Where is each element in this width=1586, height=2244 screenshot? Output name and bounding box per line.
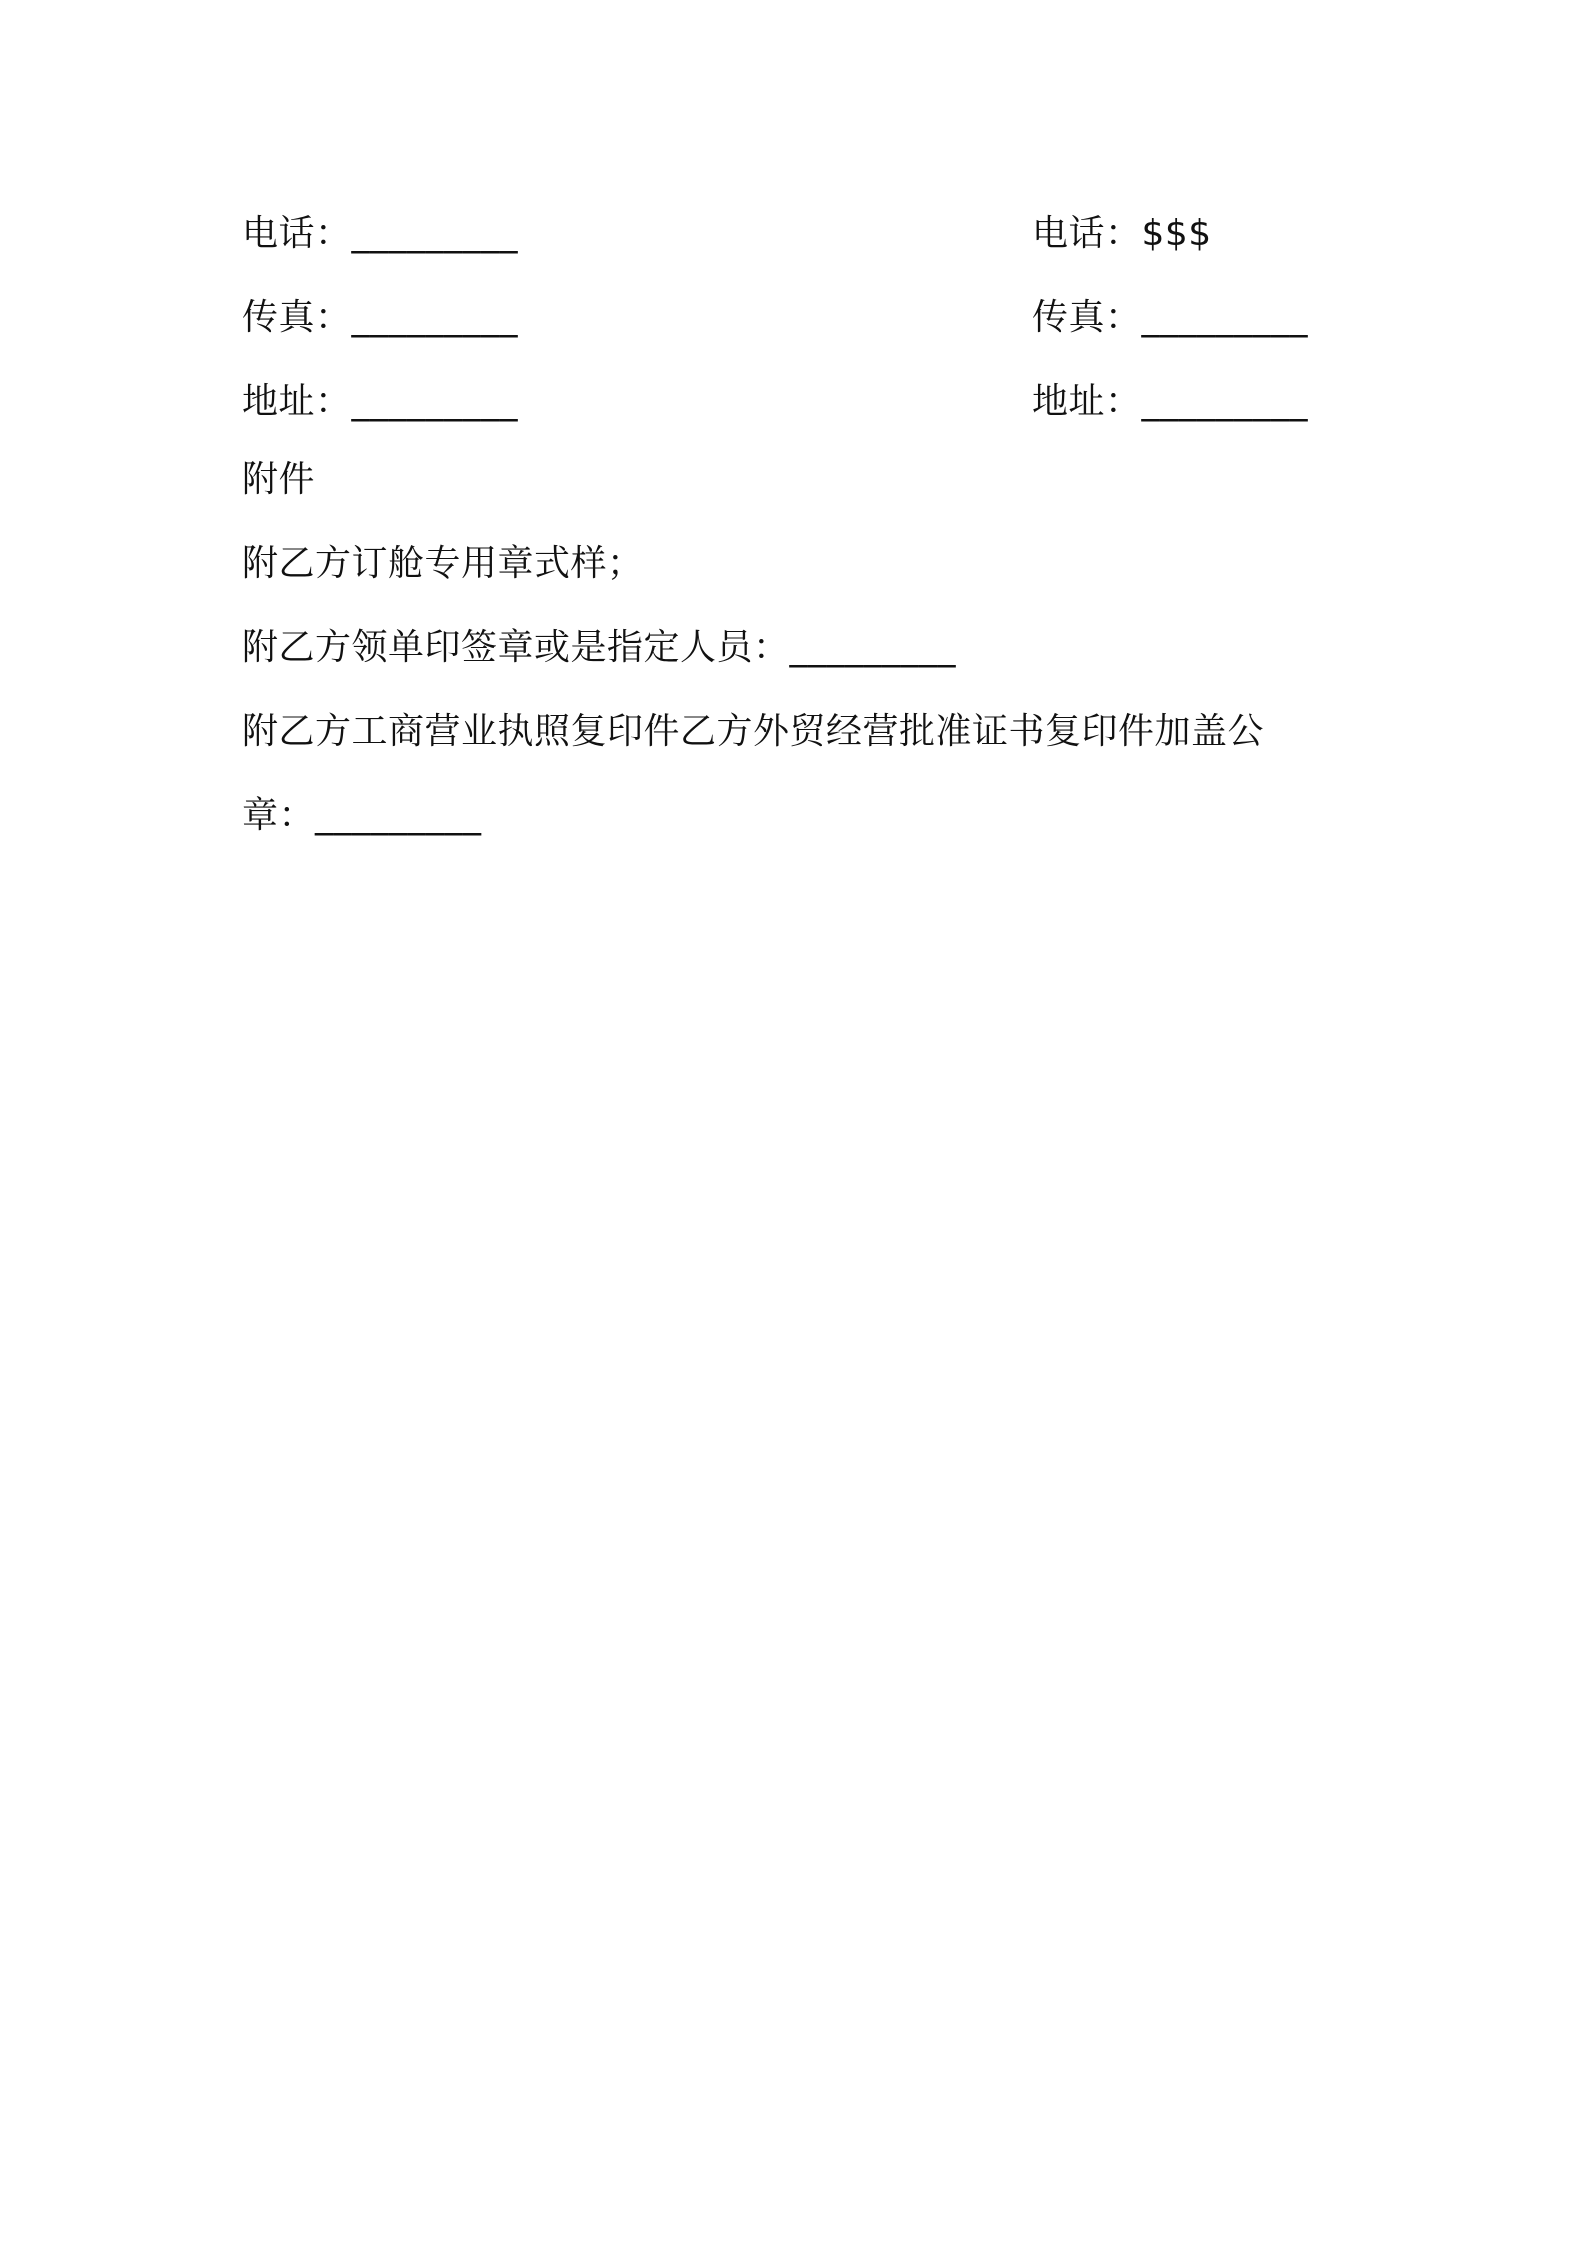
right-phone-line: 电话：$$$ <box>1032 213 1212 254</box>
attachment-item: 附乙方订舱专用章式样； <box>242 543 644 584</box>
attachments-heading: 附件 <box>242 459 316 500</box>
right-address-line: 地址：_________ <box>1032 381 1309 422</box>
attachment-item: 附乙方领单印签章或是指定人员：_________ <box>242 627 957 668</box>
left-fax-line: 传真：_________ <box>242 297 519 338</box>
left-address-line: 地址：_________ <box>242 381 519 422</box>
attachment-item-continuation: 章：_________ <box>242 795 482 836</box>
attachment-item: 附乙方工商营业执照复印件乙方外贸经营批准证书复印件加盖公 <box>242 711 1265 752</box>
right-fax-line: 传真：_________ <box>1032 297 1309 338</box>
left-phone-line: 电话：_________ <box>242 213 519 254</box>
